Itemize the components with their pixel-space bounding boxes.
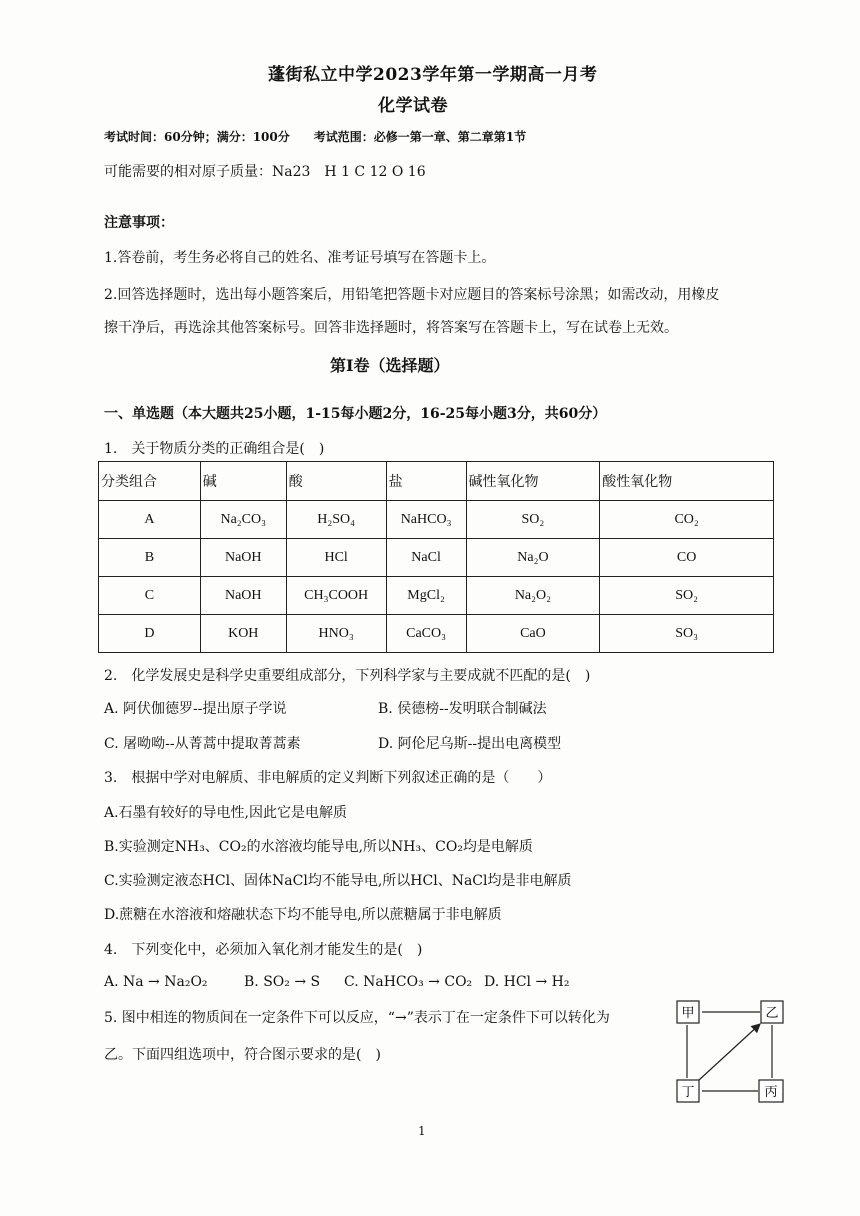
table-cell: KOH: [200, 615, 286, 653]
note-item-2-line-1: 2.回答选择题时，选出每小题答案后，用铅笔把答题卡对应题目的答案标号涂黑；如需改动，用橡皮: [104, 287, 720, 303]
table-cell: B: [99, 539, 201, 577]
table-cell: D: [99, 615, 201, 653]
table-header-cell: 酸: [286, 462, 386, 501]
node-yi-label: 乙: [765, 1006, 779, 1021]
table-header-cell: 碱性氧化物: [466, 462, 600, 501]
subject-title: 化学试卷: [378, 96, 448, 116]
table-cell: Na₂O: [466, 539, 600, 577]
table-cell: SO₂: [600, 577, 774, 615]
table-cell: Na₂O₂: [466, 577, 600, 615]
table-cell: CH₃COOH: [286, 577, 386, 615]
node-ding-label: 丁: [681, 1085, 695, 1100]
table-row: [99, 577, 774, 615]
question-4-option-d: D. HCl → H₂: [484, 974, 570, 990]
question-3-option-a: A.石墨有较好的导电性,因此它是电解质: [104, 805, 348, 821]
node-bing-label: 丙: [764, 1085, 778, 1100]
question-5-stem-line-2: 乙。下面四组选项中，符合图示要求的是( ): [104, 1047, 381, 1063]
page-number: 1: [418, 1124, 426, 1138]
table-cell: C: [99, 577, 201, 615]
question-2-option-b: B. 侯德榜--发明联合制碱法: [378, 701, 547, 717]
question-4-option-b: B. SO₂ → S: [244, 974, 321, 990]
question-2-option-c: C. 屠呦呦--从菁蒿中提取菁蒿素: [104, 736, 301, 752]
table-header-cell: 分类组合: [99, 462, 201, 501]
classification-table: [98, 461, 774, 653]
table-header-cell: 酸性氧化物: [600, 462, 774, 501]
table-cell: CaO: [466, 615, 600, 653]
question-3-option-b: B.实验测定NH₃、CO₂的水溶液均能导电,所以NH₃、CO₂均是电解质: [104, 839, 533, 855]
table-cell: SO₂: [466, 501, 600, 539]
table-cell: CO: [600, 539, 774, 577]
table-cell: Na₂CO₃: [200, 501, 286, 539]
question-5-stem-line-1: 5. 图中相连的物质间在一定条件下可以反应，“→”表示丁在一定条件下可以转化为: [104, 1010, 610, 1026]
table-row: [99, 501, 774, 539]
table-header-row: [99, 462, 774, 501]
question-3-option-d: D.蔗糖在水溶液和熔融状态下均不能导电,所以蔗糖属于非电解质: [104, 907, 502, 923]
table-cell: CO₂: [600, 501, 774, 539]
table-cell: NaHCO₃: [386, 501, 466, 539]
question-3-option-c: C.实验测定液态HCl、固体NaCl均不能导电,所以HCl、NaCl均是非电解质: [104, 873, 572, 889]
question-1-stem: 1. 关于物质分类的正确组合是( ): [104, 441, 325, 457]
table-row: [99, 539, 774, 577]
reaction-diagram: [672, 996, 790, 1106]
question-2-option-a: A. 阿伏伽德罗--提出原子学说: [104, 701, 287, 717]
table-cell: HNO₃: [286, 615, 386, 653]
question-2-option-d: D. 阿伦尼乌斯--提出电离模型: [378, 736, 562, 752]
exam-title: 蓬街私立中学2023学年第一学期高一月考: [268, 65, 598, 85]
table-cell: MgCl₂: [386, 577, 466, 615]
table-cell: NaCl: [386, 539, 466, 577]
table-header-cell: 碱: [200, 462, 286, 501]
table-cell: HCl: [286, 539, 386, 577]
table-header-cell: 盐: [386, 462, 466, 501]
exam-info: 考试时间：60分钟；满分：100分 考试范围：必修一第一章、第二章第1节: [104, 130, 527, 144]
table-row: [99, 615, 774, 653]
part-1-title: 第Ⅰ卷（选择题）: [330, 356, 450, 375]
question-3-stem: 3. 根据中学对电解质、非电解质的定义判断下列叙述正确的是（ ）: [104, 770, 552, 786]
table-cell: A: [99, 501, 201, 539]
table-cell: NaOH: [200, 577, 286, 615]
table-cell: NaOH: [200, 539, 286, 577]
table-cell: CaCO₃: [386, 615, 466, 653]
notes-heading: 注意事项：: [104, 215, 174, 231]
question-4-option-a: A. Na → Na₂O₂: [104, 974, 208, 990]
atomic-mass-info: 可能需要的相对原子质量：Na23 H 1 C 12 O 16: [104, 164, 426, 180]
section-1-heading: 一、单选题（本大题共25小题，1-15每小题2分，16-25每小题3分，共60分）: [104, 406, 607, 422]
table-cell: H₂SO₄: [286, 501, 386, 539]
question-4-stem: 4. 下列变化中，必须加入氧化剂才能发生的是( ): [104, 942, 423, 958]
note-item-1: 1.答卷前，考生务必将自己的姓名、准考证号填写在答题卡上。: [104, 250, 496, 266]
arrow-ding-to-yi: [699, 1024, 760, 1080]
node-jia-label: 甲: [681, 1006, 695, 1021]
question-4-option-c: C. NaHCO₃ → CO₂: [344, 974, 473, 990]
table-cell: SO₃: [600, 615, 774, 653]
note-item-2-line-2: 擦干净后，再选涂其他答案标号。回答非选择题时，将答案写在答题卡上，写在试卷上无效。: [104, 320, 678, 336]
question-2-stem: 2. 化学发展史是科学史重要组成部分，下列科学家与主要成就不匹配的是( ): [104, 668, 591, 684]
